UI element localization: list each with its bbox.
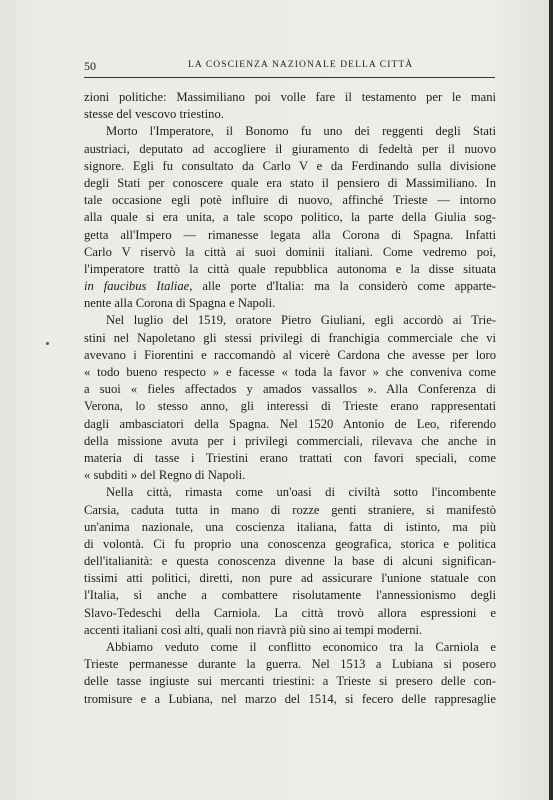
text-line: Verona, lo stesso anno, gli interessi di Trieste erano rappresentati	[84, 399, 496, 414]
text-line: Trieste permanesse durante la guerra. Nel 1513 a Lubiana si posero	[84, 657, 496, 672]
text-line: stini nel Napoletano gli stessi privilegi di franchigia commerciale che vi	[84, 330, 496, 345]
text-line: di volontà. Ci fu proprio una conoscenza geografica, storica e politica	[84, 536, 496, 551]
latin-phrase: in faucibus Italiae	[84, 279, 190, 294]
text-line: alla quale si era unita, a tale scopo politico, la parte della Giulia sog-	[84, 210, 496, 225]
text-line: Morto l'Imperatore, il Bonomo fu uno dei reggenti degli Stati	[106, 124, 496, 139]
text-line: Carsia, caduta tutta in mano di rozze genti straniere, si manifestò	[84, 502, 496, 517]
text-line: Abbiamo veduto come il conflitto economico tra la Carniola e	[106, 640, 496, 654]
text-line: austriaci, deputato ad accogliere il giuramento di fedeltà per il nuovo	[84, 141, 496, 156]
text-line: Nella città, rimasta come un'oasi di civiltà sotto l'incombente	[106, 485, 496, 500]
page-header	[84, 59, 494, 73]
text-line: zioni politiche: Massimiliano poi volle fare il testamento per le mani	[84, 90, 496, 104]
text-line: delle tasse ingiuste sui mercanti triestini: a Trieste si presero delle con-	[84, 674, 496, 689]
text-line: « subditi » del Regno di Napoli.	[84, 468, 246, 483]
text-line: nente alla Corona di Spagna e Napoli.	[84, 296, 276, 311]
text-line: l'Italia, sì anche a combattere risolutamente l'annessionismo degli	[84, 588, 496, 603]
text-line: della missione avuta per i privilegi commerciali, rilevava che anche in	[84, 433, 496, 448]
text-line: un'anima nazionale, una coscienza italiana, fatta di istinto, ma più	[84, 519, 496, 534]
page-number: 50	[84, 59, 96, 73]
text-line: dagli ambasciatori della Spagna. Nel 1520 Antonio de Leo, riferendo	[84, 416, 496, 431]
text-line: getta all'Impero — rimanesse legata alla Corona di Spagna. Infatti	[84, 227, 496, 242]
text-line: Slavo-Tedeschi della Carniola. La città trovò allora espressioni e	[84, 605, 496, 620]
text-line: accenti italiani così alti, quali non riavrà più sino ai tempi moderni.	[84, 622, 423, 637]
scan-edge	[549, 0, 553, 800]
text-line: « todo bueno respecto » e facesse « toda la favor » che conveniva come	[84, 365, 496, 379]
running-head: LA COSCIENZA NAZIONALE DELLA CITTÀ	[188, 60, 414, 70]
text-line: in faucibus Italiae, alle porte d'Italia: ma la considerò come apparte-	[84, 279, 496, 294]
text-line: avevano i Fiorentini e raccomandò al vicerè Cardona che avesse per loro	[84, 347, 496, 362]
margin-speck	[46, 342, 49, 345]
text-line: l'imperatore trattò la città quale repubblica autonoma e la disse situata	[84, 261, 496, 276]
text-line: tissimi atti politici, diretti, non pure ad assicurare l'unione statuale con	[84, 571, 496, 586]
header-rule	[84, 77, 495, 78]
text-line: Nel luglio del 1519, oratore Pietro Giuliani, egli accordò ai Trie-	[106, 313, 496, 328]
text-line: materia di tasse i Triestini erano trattati con favori speciali, come	[84, 450, 496, 465]
text-line: tromisure e a Lubiana, nel marzo del 1514, si fecero delle rappresaglie	[84, 691, 496, 706]
text-line: Carlo V riservò la città ai suoi dominii italiani. Come vedremo poi,	[84, 244, 496, 259]
text-line: degli Stati per conoscere quale era stato il pensiero di Massimiliano. In	[84, 175, 496, 190]
text-line: stesse del vescovo triestino.	[84, 107, 224, 122]
text-line: dell'italianità: e questa conoscenza divenne la base di alcuni significan-	[84, 554, 496, 569]
text-line: signore. Egli fu consultato da Carlo V e da Ferdinando sulla divisione	[84, 158, 496, 173]
text-line: a suoi « fieles affectados y amados vassallos ». Alla Conferenza di	[84, 382, 496, 397]
body-text	[84, 89, 496, 708]
text-line: tale occasione egli potè influire di nuovo, affinché Trieste — intorno	[84, 193, 496, 208]
